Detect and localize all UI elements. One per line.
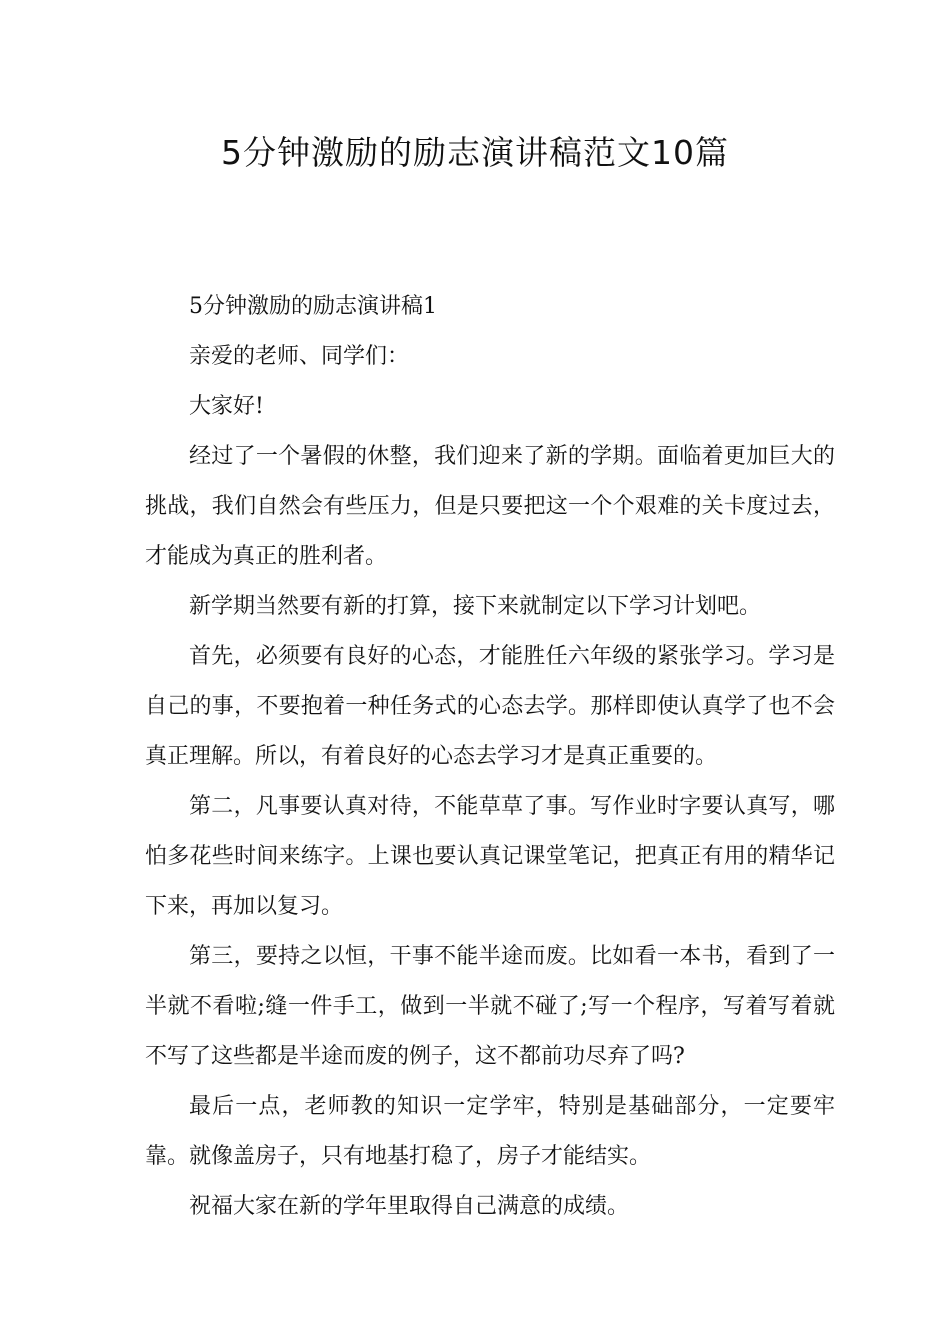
paragraph-intro: 经过了一个暑假的休整，我们迎来了新的学期。面临着更加巨大的挑战，我们自然会有些压力，但是只要把这一个个艰难的关卡度过去，才能成为真正的胜利者。 bbox=[145, 444, 835, 569]
paragraph-second: 第二，凡事要认真对待，不能草草了事。写作业时字要认真写，哪怕多花些时间来练字。上课也要认真记课堂笔记，把真正有用的精华记下来，再加以复习。 bbox=[145, 794, 835, 919]
greeting: 大家好! bbox=[189, 394, 264, 419]
paragraph-last: 最后一点，老师教的知识一定学牢，特别是基础部分，一定要牢靠。就像盖房子，只有地基打稳了，房子才能结实。 bbox=[145, 1094, 835, 1169]
paragraph-third: 第三，要持之以恒，干事不能半途而废。比如看一本书，看到了一半就不看啦;缝一件手工，做到一半就不碰了;写一个程序，写着写着就不写了这些都是半途而废的例子，这不都前功尽弃了吗? bbox=[145, 944, 835, 1069]
speech-heading: 5分钟激励的励志演讲稿1 bbox=[189, 294, 437, 319]
paragraph-first: 首先，必须要有良好的心态，才能胜任六年级的紧张学习。学习是自己的事，不要抱着一种任务式的心态去学。那样即使认真学了也不会真正理解。所以，有着良好的心态去学习才是真正重要的。 bbox=[145, 644, 835, 769]
paragraph-closing: 祝福大家在新的学年里取得自己满意的成绩。 bbox=[189, 1194, 630, 1219]
salutation: 亲爱的老师、同学们： bbox=[189, 344, 410, 369]
document-body bbox=[145, 282, 835, 1232]
paragraph-plan: 新学期当然要有新的打算，接下来就制定以下学习计划吧。 bbox=[189, 594, 762, 619]
document-title: 5分钟激励的励志演讲稿范文10篇 bbox=[221, 133, 729, 172]
